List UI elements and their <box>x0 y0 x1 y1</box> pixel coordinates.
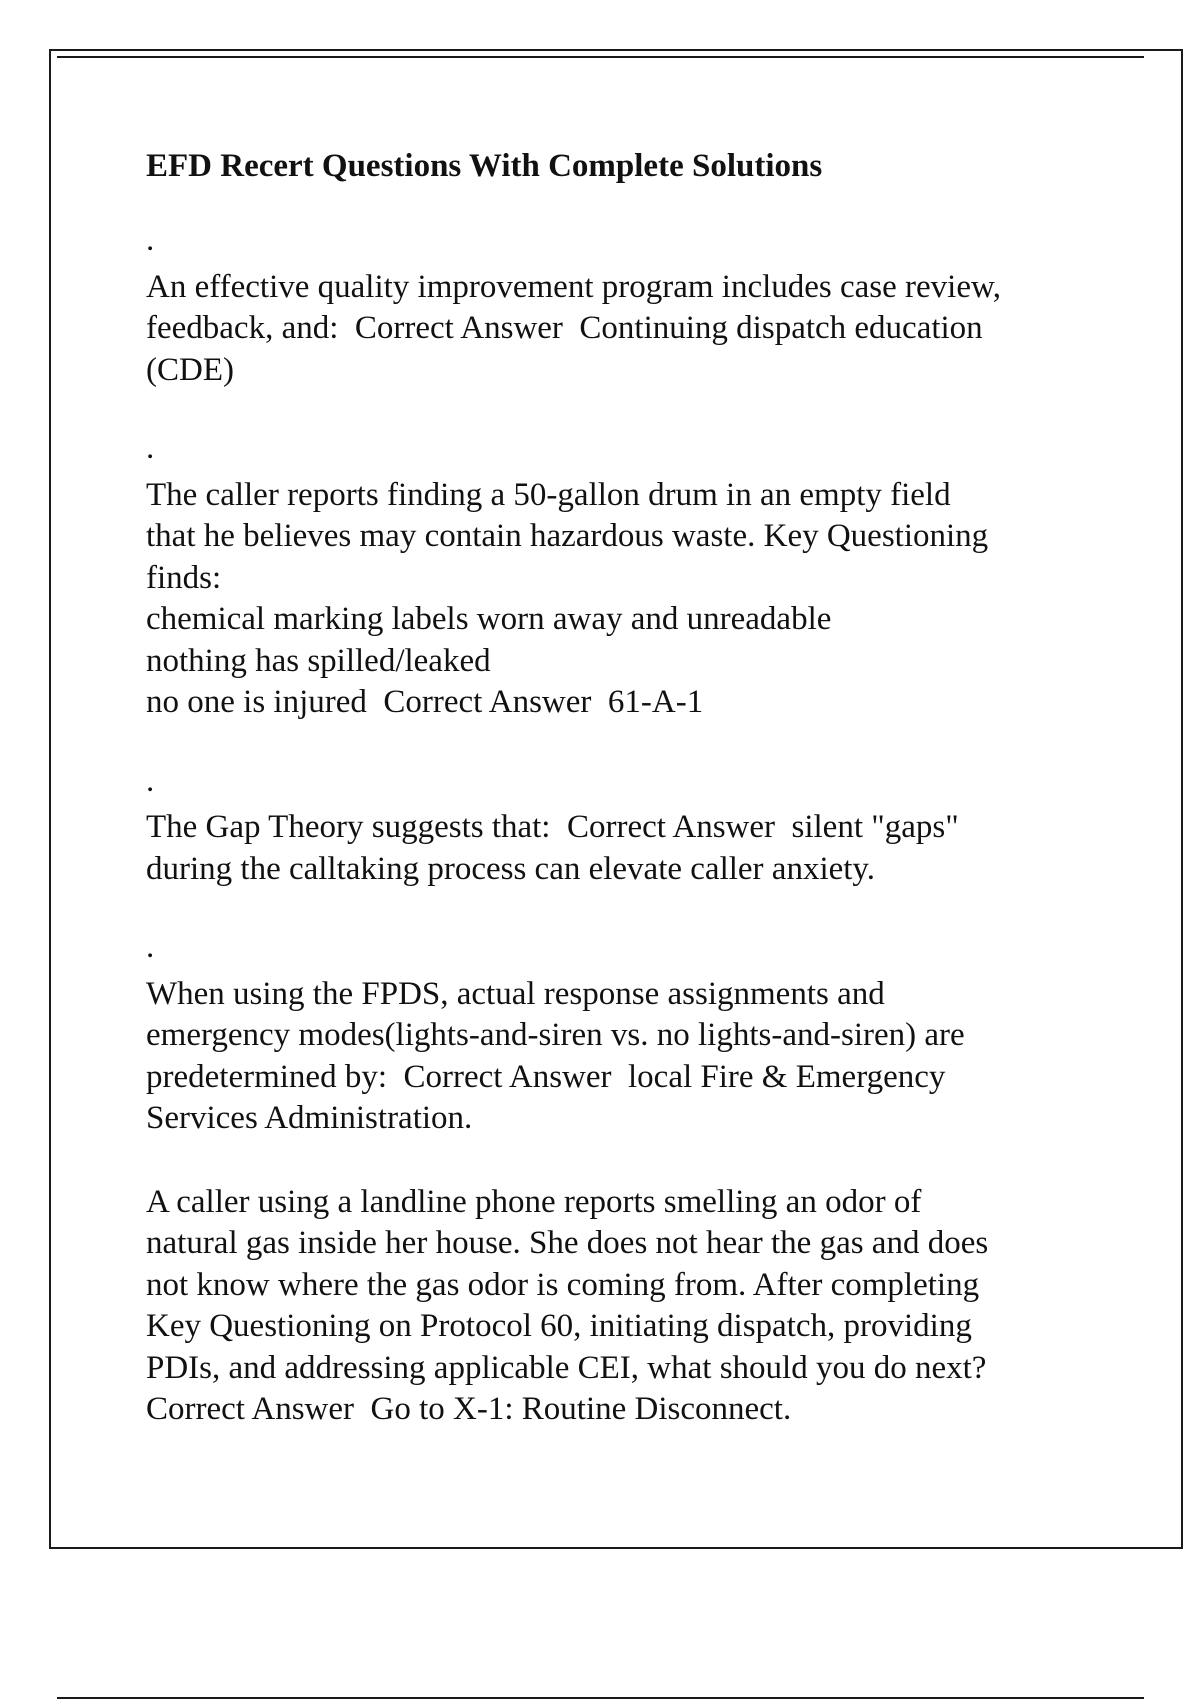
document-title: EFD Recert Questions With Complete Solutions <box>146 148 823 184</box>
question-line: The Gap Theory suggests that: Correct Answer silent "gaps" <box>146 809 959 845</box>
item-marker: . <box>146 222 155 258</box>
question-line: natural gas inside her house. She does not hear the gas and does <box>146 1225 989 1261</box>
question-item-4 <box>146 929 1106 1140</box>
item-marker: . <box>146 430 155 466</box>
question-item-3 <box>146 762 1106 891</box>
question-line: nothing has spilled/leaked <box>146 642 491 679</box>
bottom-rule <box>57 1697 1144 1699</box>
question-line: When using the FPDS, actual response assignments and <box>146 975 885 1012</box>
question-line: chemical marking labels worn away and unreadable <box>146 601 832 637</box>
question-line: A caller using a landline phone reports smelling an odor of <box>146 1183 922 1220</box>
question-line: not know where the gas odor is coming from. After completing <box>146 1266 980 1303</box>
question-line: The caller reports finding a 50-gallon drum in an empty field <box>146 476 951 513</box>
question-line: that he believes may contain hazardous waste. Key Questioning <box>146 518 989 554</box>
question-line: predetermined by: Correct Answer local Fire & Emergency <box>146 1058 946 1095</box>
question-line: An effective quality improvement program includes case review, <box>146 268 1001 305</box>
question-line: Services Administration. <box>146 1100 473 1136</box>
question-line: no one is injured Correct Answer 61-A-1 <box>146 684 704 720</box>
document-body <box>146 145 1106 1431</box>
question-line: (CDE) <box>146 351 234 388</box>
question-list <box>146 222 1106 1431</box>
question-item-2 <box>146 430 1106 724</box>
item-marker: . <box>146 929 155 965</box>
item-marker: . <box>146 762 155 799</box>
question-line: PDIs, and addressing applicable CEI, what should you do next? <box>146 1349 987 1386</box>
question-line: finds: <box>146 559 222 596</box>
question-line: during the calltaking process can elevate caller anxiety. <box>146 850 876 887</box>
question-line: Correct Answer Go to X-1: Routine Disconnect. <box>146 1391 792 1427</box>
question-item-1 <box>146 222 1106 391</box>
question-line: feedback, and: Correct Answer Continuing dispatch education <box>146 310 983 346</box>
question-line: emergency modes(lights-and-siren vs. no lights-and-siren) are <box>146 1017 965 1053</box>
question-item-5 <box>146 1182 1106 1431</box>
question-line: Key Questioning on Protocol 60, initiating dispatch, providing <box>146 1308 972 1344</box>
